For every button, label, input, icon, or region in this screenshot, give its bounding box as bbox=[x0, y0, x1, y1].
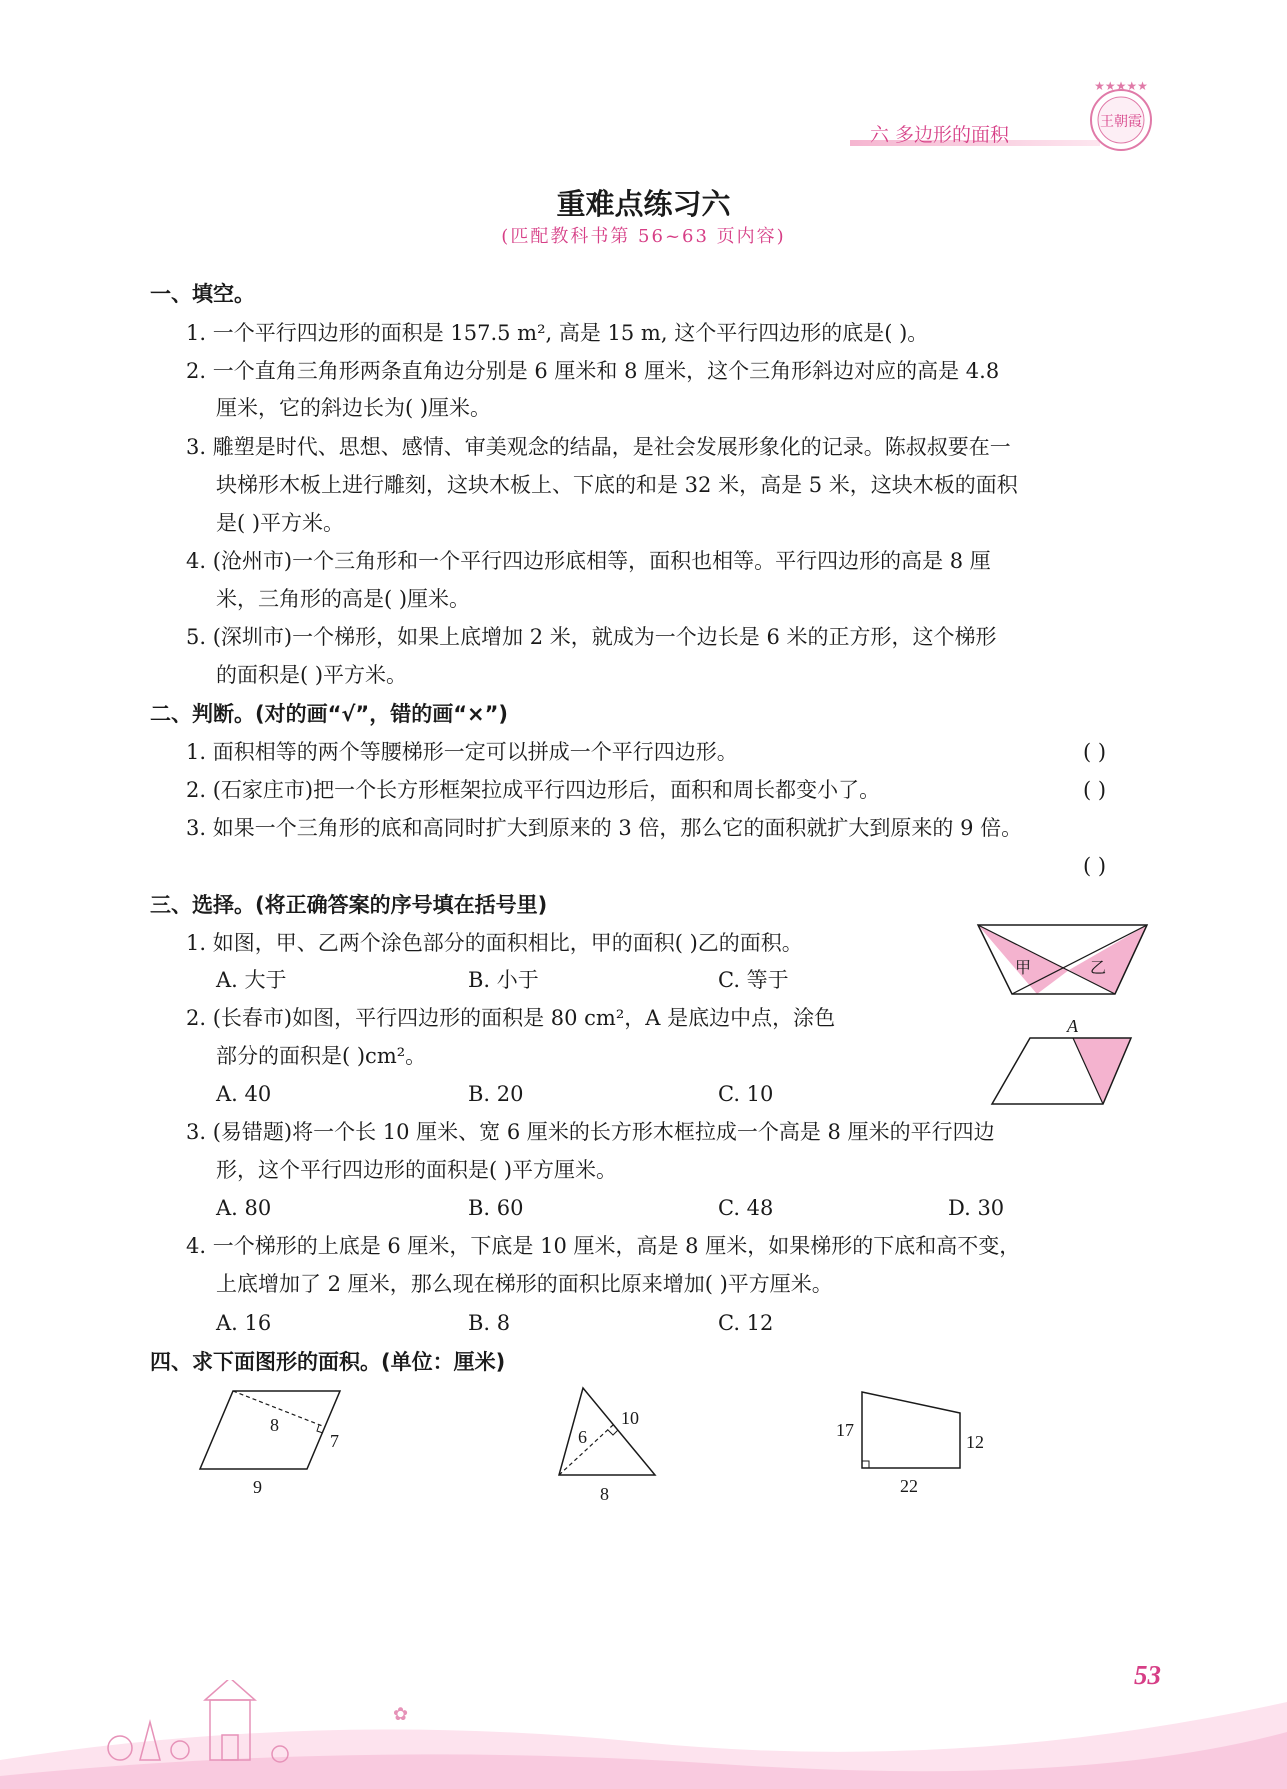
figure-area-trapezoid bbox=[830, 1380, 1010, 1500]
right-angle-mark bbox=[862, 1461, 869, 1468]
label-height: 6 bbox=[578, 1427, 587, 1447]
figure-area-parallelogram bbox=[195, 1385, 355, 1505]
label-jia: 甲 bbox=[1015, 958, 1032, 977]
fill-q3-line2: 块梯形木板上进行雕刻，这块木板上、下底的和是 32 米，高是 5 米，这块木板的面积 bbox=[216, 473, 1018, 497]
label-base: 9 bbox=[253, 1477, 262, 1497]
judge-q3-paren: ( ) bbox=[1083, 854, 1107, 878]
judge-q3: 3. 如果一个三角形的底和高同时扩大到原来的 3 倍，那么它的面积就扩大到原来的 9 倍。 bbox=[186, 816, 1023, 840]
choice-q4-line1: 4. 一个梯形的上底是 6 厘米，下底是 10 厘米，高是 8 厘米，如果梯形的下底和高不变， bbox=[186, 1234, 1021, 1258]
height-dashed bbox=[233, 1391, 325, 1427]
page-number: 53 bbox=[1134, 1660, 1161, 1690]
fill-q4-line2: 米，三角形的高是( )厘米。 bbox=[216, 587, 471, 611]
footer-wave bbox=[0, 1680, 1287, 1789]
brand-logo bbox=[1083, 78, 1159, 154]
figure-choice-q2-parallelogram bbox=[985, 1010, 1135, 1110]
fill-q2-line1: 2. 一个直角三角形两条直角边分别是 6 厘米和 8 厘米，这个三角形斜边对应的高是 4.8 bbox=[186, 359, 1000, 383]
section-area-heading: 四、求下面图形的面积。(单位：厘米) bbox=[150, 1350, 506, 1374]
logo-stars: ★★★★★ bbox=[1094, 79, 1148, 93]
choice-q1-option-c: C. 等于 bbox=[718, 968, 789, 992]
section-fill-heading: 一、填空。 bbox=[150, 282, 255, 306]
figure-area-triangle bbox=[545, 1380, 675, 1510]
choice-q3-option-d: D. 30 bbox=[948, 1196, 1005, 1220]
choice-q4-line2: 上底增加了 2 厘米，那么现在梯形的面积比原来增加( )平方厘米。 bbox=[216, 1272, 833, 1296]
choice-q3-option-b: B. 60 bbox=[468, 1196, 524, 1220]
label-yi: 乙 bbox=[1090, 958, 1107, 977]
label-side: 10 bbox=[621, 1408, 639, 1428]
label-height: 8 bbox=[270, 1415, 279, 1435]
choice-q3-line2: 形，这个平行四边形的面积是( )平方厘米。 bbox=[216, 1158, 618, 1182]
choice-q2-option-b: B. 20 bbox=[468, 1082, 524, 1106]
section-judge-heading: 二、判断。(对的画“√”，错的画“×”) bbox=[150, 702, 509, 726]
choice-q2-line2: 部分的面积是( )cm²。 bbox=[216, 1044, 427, 1068]
choice-q2-option-c: C. 10 bbox=[718, 1082, 774, 1106]
trapezoid-outline bbox=[862, 1392, 960, 1468]
triangle-outline bbox=[559, 1388, 655, 1475]
castle-roof bbox=[205, 1680, 255, 1700]
choice-q3-option-a: A. 80 bbox=[216, 1196, 272, 1220]
logo-text: 王朝霞 bbox=[1100, 114, 1142, 130]
fill-q5-line2: 的面积是( )平方米。 bbox=[216, 663, 408, 687]
choice-q2-option-a: A. 40 bbox=[216, 1082, 272, 1106]
judge-q2-paren: ( ) bbox=[1083, 778, 1107, 802]
right-angle-mark bbox=[608, 1430, 618, 1435]
page-subtitle: (匹配教科书第 56~63 页内容) bbox=[501, 226, 786, 247]
judge-q1: 1. 面积相等的两个等腰梯形一定可以拼成一个平行四边形。 bbox=[186, 740, 738, 764]
choice-q3-option-c: C. 48 bbox=[718, 1196, 774, 1220]
choice-q3-line1: 3. (易错题)将一个长 10 厘米、宽 6 厘米的长方形木框拉成一个高是 8 厘米的平行四边 bbox=[186, 1120, 995, 1144]
chapter-label: 六 多边形的面积 bbox=[870, 124, 1010, 146]
choice-q4-option-a: A. 16 bbox=[216, 1311, 272, 1335]
fill-q4-line1: 4. (沧州市)一个三角形和一个平行四边形底相等，面积也相等。平行四边形的高是 8 厘 bbox=[186, 549, 991, 573]
label-a: A bbox=[1067, 1016, 1078, 1036]
choice-q4-option-b: B. 8 bbox=[468, 1311, 511, 1335]
page-title: 重难点练习六 bbox=[556, 187, 731, 221]
flower-icon: ✿ bbox=[393, 1704, 409, 1725]
fill-q1: 1. 一个平行四边形的面积是 157.5 m², 高是 15 m, 这个平行四边形的底是( )。 bbox=[186, 321, 929, 345]
shade-triangle bbox=[1073, 1038, 1131, 1104]
label-base: 22 bbox=[900, 1476, 918, 1496]
choice-q1: 1. 如图，甲、乙两个涂色部分的面积相比，甲的面积( )乙的面积。 bbox=[186, 931, 803, 955]
label-right: 12 bbox=[966, 1432, 984, 1452]
choice-q1-option-b: B. 小于 bbox=[468, 968, 539, 992]
fill-q2-line2: 厘米，它的斜边长为( )厘米。 bbox=[216, 396, 492, 420]
label-left: 17 bbox=[836, 1420, 854, 1440]
label-base: 8 bbox=[600, 1484, 609, 1504]
fill-q3-line1: 3. 雕塑是时代、思想、感情、审美观念的结晶，是社会发展形象化的记录。陈叔叔要在一 bbox=[186, 435, 1011, 459]
judge-q2: 2. (石家庄市)把一个长方形框架拉成平行四边形后，面积和周长都变小了。 bbox=[186, 778, 881, 802]
fill-q3-line3: 是( )平方米。 bbox=[216, 511, 345, 535]
choice-q1-option-a: A. 大于 bbox=[216, 968, 287, 992]
section-choice-heading: 三、选择。(将正确答案的序号填在括号里) bbox=[150, 893, 548, 917]
fill-q5-line1: 5. (深圳市)一个梯形，如果上底增加 2 米，就成为一个边长是 6 米的正方形，这个梯形 bbox=[186, 625, 997, 649]
label-side: 7 bbox=[330, 1431, 339, 1451]
choice-q4-option-c: C. 12 bbox=[718, 1311, 774, 1335]
figure-choice-q1-trapezoid bbox=[975, 920, 1150, 1000]
choice-q2-line1: 2. (长春市)如图，平行四边形的面积是 80 cm²，A 是底边中点，涂色 bbox=[186, 1006, 836, 1030]
judge-q1-paren: ( ) bbox=[1083, 740, 1107, 764]
